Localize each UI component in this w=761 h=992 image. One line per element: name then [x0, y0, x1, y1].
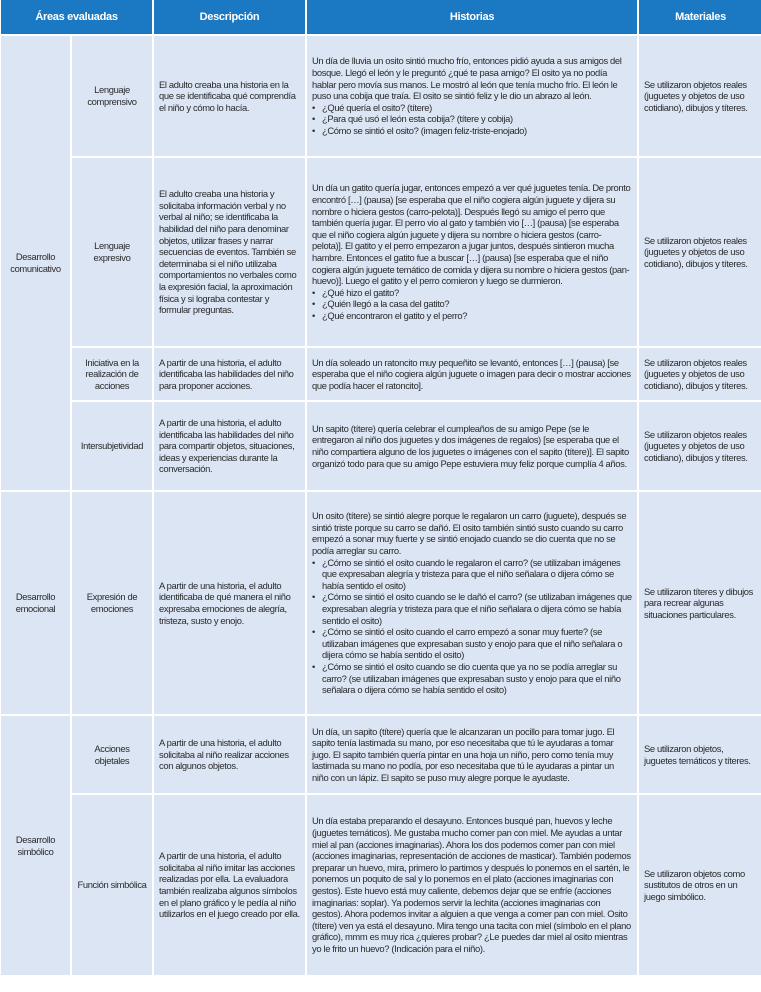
question-item: • ¿Para qué usó el león esta cobija? (títere y cobija): [320, 113, 632, 125]
table-row: [1, 795, 761, 975]
area-group: Desarrollo comunicativo: [1, 36, 70, 490]
historia-cell: [307, 795, 637, 975]
materiales-cell: Se utilizaron objetos reales (juguetes y objetos de uso cotidiano), dibujos y títeres.: [639, 348, 761, 400]
historia-text: Un día un gatito quería jugar, entonces empezó a ver qué juguetes tenía. De pronto encontró […] (pausa) [se esperaba que el niño cogiera algún juguete y dijera su nombre o hiciera gestos (carro-pelota)]. Después llegó su amigo el perro que también quería jugar. El perro vio al gato y también vio […] (pausa) [se esperaba que el niño cogiera algún juguete y dijera su nombre o hiciera gestos (carro-pelota)]. El gatito y el perro empezaron a jugar juntos, después sintieron mucha hambre. Entonces el gatito fue a buscar […] (pausa) [se esperaba que el niño cogiera algún juguete temático de comida y dijera su nombre o hiciera gestos (pan-huevo)]. Luego el gatito y el perro comieron y luego se durmieron.: [312, 182, 631, 287]
question-item: • ¿Qué hizo el gatito?: [320, 287, 632, 299]
historia-cell: [307, 402, 637, 490]
question-item: • ¿Cómo se sintió el osito cuando el carro empezó a sonar muy fuerte? (se utilizaban imágenes que expresaban susto y enojo para que el niño señalara o dijera cómo se había sentido el osito): [320, 626, 632, 661]
materiales-cell: Se utilizaron objetos reales (juguetes y objetos de uso cotidiano), dibujos y títeres.: [639, 402, 761, 490]
historia-cell: [307, 158, 637, 346]
materiales-cell: Se utilizaron objetos, juguetes temáticos y títeres.: [639, 716, 761, 793]
table-row: [1, 36, 761, 156]
historia-text: Un día soleado un ratoncito muy pequeñito se levantó, entonces […] (pausa) [se esperaba que el niño cogiera algún juguete o imagen para decir o mostrar acciones que podía hacer el ratoncito].: [312, 356, 631, 391]
header-row: [1, 0, 761, 34]
historia-text: Un osito (títere) se sintió alegre porque le regalaron un carro (juguete), después se sintió triste porque su carro se dañó. El osito también sintió susto cuando su carro empezó a sonar muy fuerte y se sintió enojado cuando se dio cuenta que no se podía arreglar su carro.: [312, 510, 627, 557]
descripcion-cell: El adulto creaba una historia y solicitaba información verbal y no verbal al niño; se identificaba la habilidad del niño para denominar objetos, utilizar frases y narrar secuencias de eventos. También se determinaba si el niño utilizaba comportamientos no verbales como la expresión facial, la aproximación física y si lograba contestar y formular preguntas.: [154, 158, 305, 346]
descripcion-cell: A partir de una historia, el adulto identificaba las habilidades del niño para proponer acciones.: [154, 348, 305, 400]
historia-text: Un día de lluvia un osito sintió mucho frío, entonces pidió ayuda a sus amigos del bosque. Llegó el león y le preguntó ¿qué te pasa amigo? El osito ya no podía hablar pero movía sus manos. Le mostró al león que tenía mucho frío. El león le puso una cobija que traía. El osito se sintió feliz y le dio un abrazo al león.: [312, 55, 622, 102]
historia-cell: [307, 36, 637, 156]
historia-cell: [307, 492, 637, 714]
question-item: • ¿Qué encontraron el gatito y el perro?: [320, 310, 632, 322]
area-group: Desarrollo emocional: [1, 492, 70, 714]
descripcion-cell: A partir de una historia, el adulto solicitaba al niño realizar acciones con algunos objetos.: [154, 716, 305, 793]
table-row: [1, 158, 761, 346]
header-materiales: Materiales: [639, 0, 761, 34]
materiales-cell: Se utilizaron objetos como sustitutos de otros en un juego simbólico.: [639, 795, 761, 975]
question-item: • ¿Quién llegó a la casa del gatito?: [320, 298, 632, 310]
question-item: • ¿Cómo se sintió el osito cuando le regalaron el carro? (se utilizaban imágenes que expresaban alegría y tristeza para que el niño señalara o dijera cómo se había sentido el osito): [320, 557, 632, 592]
descripcion-cell: El adulto creaba una historia en la que se identificaba qué comprendía el niño y cómo lo hacía.: [154, 36, 305, 156]
question-item: • ¿Cómo se sintió el osito? (imagen feliz-triste-enojado): [320, 125, 632, 137]
descripcion-cell: A partir de una historia, el adulto solicitaba al niño imitar las acciones realizadas por ella. La evaluadora también realizaba algunos símbolos en el plano gráfico y le pedía al niño utilizarlos en el juego creado por ella.: [154, 795, 305, 975]
historia-cell: [307, 716, 637, 793]
table-row: [1, 348, 761, 400]
sub-area: Iniciativa en la realización de acciones: [72, 348, 152, 400]
materiales-cell: Se utilizaron títeres y dibujos para recrear algunas situaciones particulares.: [639, 492, 761, 714]
question-item: • ¿Qué quería el osito? (títere): [320, 102, 632, 114]
header-historias: Historias: [307, 0, 637, 34]
question-item: • ¿Cómo se sintió el osito cuando se le dañó el carro? (se utilizaban imágenes que expresaban alegría y tristeza para que el niño señalara o dijera cómo se había sentido el osito): [320, 591, 632, 626]
historia-text: Un sapito (títere) quería celebrar el cumpleaños de su amigo Pepe (se le entregaron al niño dos juguetes y dos imágenes de regalos) [se esperaba que el niño compartiera alguno de los juguetes o imágenes con el sapito (títere)]. El sapito organizó todo para que su amigo Pepe estuviera muy feliz porque cumplía 4 años.: [312, 422, 629, 469]
sub-area: Acciones objetales: [72, 716, 152, 793]
materiales-cell: Se utilizaron objetos reales (juguetes y objetos de uso cotidiano), dibujos y títeres.: [639, 158, 761, 346]
descripcion-cell: A partir de una historia, el adulto identificaba de qué manera el niño expresaba emociones de alegría, tristeza, susto y enojo.: [154, 492, 305, 714]
question-list: [312, 557, 632, 696]
sub-area: Función simbólica: [72, 795, 152, 975]
descripcion-cell: A partir de una historia, el adulto identificaba las habilidades del niño para compartir objetos, situaciones, ideas y experiencias durante la conversación.: [154, 402, 305, 490]
sub-area: Lenguaje expresivo: [72, 158, 152, 346]
historia-cell: [307, 348, 637, 400]
question-list: [312, 102, 632, 137]
table-row: [1, 716, 761, 793]
header-areas: Áreas evaluadas: [1, 0, 152, 34]
header-descripcion: Descripción: [154, 0, 305, 34]
area-group: Desarrollo simbólico: [1, 716, 70, 975]
question-item: • ¿Cómo se sintió el osito cuando se dio cuenta que ya no se podía arreglar su carro? (se utilizaban imágenes que expresaban susto y enojo para que el niño señalara o dijera cómo se había sentido el osito): [320, 661, 632, 696]
table-row: [1, 492, 761, 714]
sub-area: Lenguaje comprensivo: [72, 36, 152, 156]
historia-text: Un día, un sapito (títere) quería que le alcanzaran un pocillo para tomar jugo. El sapito tenía lastimada su mano, por eso necesitaba que tú le ayudaras a tomar jugo. El sapito también quería pintar en una hoja un niño, pero como tenía muy lastimada su mano no podía, por eso necesitaba que tú le ayudaras a pintar un niño con un lápiz. El sapito se puso muy alegre porque le ayudaste.: [312, 725, 615, 783]
question-list: [312, 287, 632, 322]
historia-text: Un día estaba preparando el desayuno. Entonces busqué pan, huevos y leche (juguetes temáticos). Me gustaba mucho comer pan con miel. Me ayudas a untar miel al pan (acciones imaginarias). Ahora los dos podemos comer pan con miel (acciones imaginarias, representación de acciones de masticar). También podemos preparar un huevo, mira, primero lo partimos y después lo ponemos en el sartén, le ponemos un poquito de sal y lo ponemos en el plato (acciones imaginarias con gestos). Este huevo está muy caliente, debemos dejar que se enfríe (acciones imaginarias: soplar). Ya podemos servir la lechita (acciones imaginarias con gestos). Ahora podemos invitar a alguien a que venga a comer pan con miel. Osito (títere) ven ya está el desayuno. Mira tengo una tacita con miel (símbolo en el plano gráfico), mmm es muy rica ¿quieres probar? ¿Le puedes dar miel al osito mientras yo le frito un huevo? (Indicación para el niño).: [312, 815, 631, 954]
sub-area: Intersubjetividad: [72, 402, 152, 490]
sub-area: Expresión de emociones: [72, 492, 152, 714]
table-row: [1, 402, 761, 490]
materiales-cell: Se utilizaron objetos reales (juguetes y objetos de uso cotidiano), dibujos y títeres.: [639, 36, 761, 156]
